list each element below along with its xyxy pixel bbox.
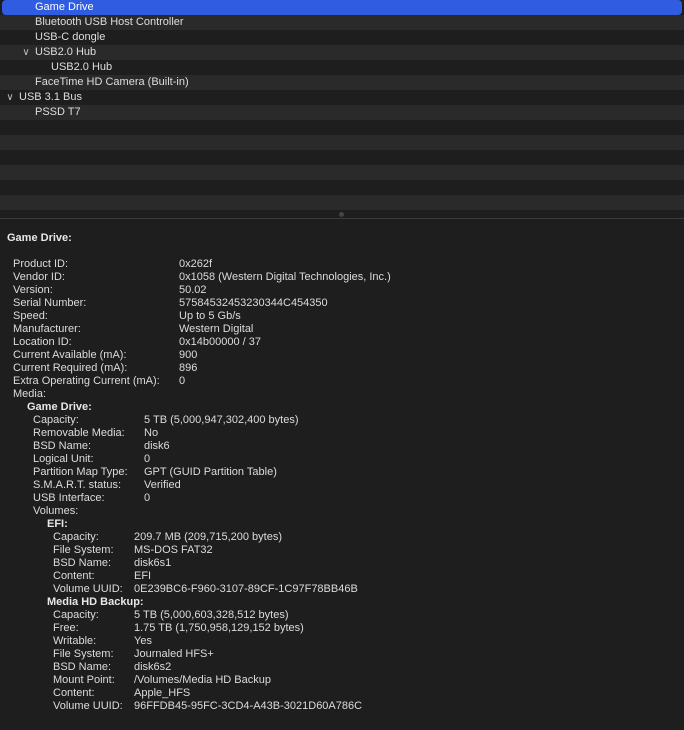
media-property-key: Capacity: bbox=[33, 414, 79, 426]
empty-tree-row bbox=[0, 150, 684, 165]
volume-property-key: BSD Name: bbox=[53, 557, 112, 569]
volume-property-key: BSD Name: bbox=[53, 661, 112, 673]
property-key: Speed: bbox=[13, 310, 48, 322]
media-property-key: S.M.A.R.T. status: bbox=[33, 479, 122, 491]
volume-property-value: Yes bbox=[134, 635, 152, 647]
media-property-key: Logical Unit: bbox=[33, 453, 94, 465]
volume-property-value: disk6s1 bbox=[134, 557, 172, 569]
tree-row[interactable] bbox=[2, 0, 682, 15]
property-value: 0x1058 (Western Digital Technologies, Inc.) bbox=[179, 271, 391, 283]
property-key: Current Available (mA): bbox=[13, 349, 127, 361]
media-property-value: Verified bbox=[144, 479, 181, 491]
device-detail-pane bbox=[0, 219, 684, 730]
empty-tree-row bbox=[0, 135, 684, 150]
tree-row-label: Game Drive bbox=[35, 1, 94, 13]
media-property-value: disk6 bbox=[144, 440, 170, 452]
property-value: 896 bbox=[179, 362, 198, 374]
volume-property-key: File System: bbox=[53, 648, 114, 660]
media-label: Media: bbox=[13, 388, 47, 400]
media-name: Game Drive: bbox=[27, 401, 92, 413]
volume-property-value: Apple_HFS bbox=[134, 687, 191, 699]
property-key: Product ID: bbox=[13, 258, 69, 270]
volume-property-value: Journaled HFS+ bbox=[134, 648, 214, 660]
tree-row-label: PSSD T7 bbox=[35, 106, 81, 118]
media-property-key: Removable Media: bbox=[33, 427, 125, 439]
volume-property-key: File System: bbox=[53, 544, 114, 556]
media-property-value: No bbox=[144, 427, 159, 439]
tree-row-label: USB-C dongle bbox=[35, 31, 106, 43]
empty-tree-row bbox=[0, 120, 684, 135]
chevron-down-icon[interactable]: ∨ bbox=[22, 47, 30, 58]
volume-property-key: Content: bbox=[53, 570, 95, 582]
property-value: 900 bbox=[179, 349, 198, 361]
property-key: Location ID: bbox=[13, 336, 72, 348]
tree-row-label: USB 3.1 Bus bbox=[19, 91, 82, 103]
media-property-key: USB Interface: bbox=[33, 492, 105, 504]
property-key: Version: bbox=[13, 284, 53, 296]
volume-property-key: Volume UUID: bbox=[53, 583, 123, 595]
volume-property-key: Capacity: bbox=[53, 531, 99, 543]
tree-row-label: USB2.0 Hub bbox=[51, 61, 113, 73]
empty-tree-row bbox=[0, 165, 684, 180]
chevron-down-icon[interactable]: ∨ bbox=[6, 92, 14, 103]
empty-tree-row bbox=[0, 180, 684, 195]
empty-tree-row bbox=[0, 195, 684, 210]
property-key: Serial Number: bbox=[13, 297, 87, 309]
media-property-value: 5 TB (5,000,947,302,400 bytes) bbox=[144, 414, 299, 426]
volume-name: EFI: bbox=[47, 518, 68, 530]
splitter-handle-icon[interactable] bbox=[339, 212, 344, 217]
property-key: Manufacturer: bbox=[13, 323, 81, 335]
tree-row[interactable] bbox=[0, 15, 684, 30]
property-value: 0x14b00000 / 37 bbox=[179, 336, 261, 348]
volume-property-value: disk6s2 bbox=[134, 661, 172, 673]
usb-device-tree[interactable] bbox=[0, 0, 684, 211]
volume-property-value: 0E239BC6-F960-3107-89CF-1C97F78BB46B bbox=[134, 583, 358, 595]
tree-row[interactable] bbox=[0, 30, 684, 45]
property-key: Vendor ID: bbox=[13, 271, 65, 283]
media-property-key: Partition Map Type: bbox=[33, 466, 128, 478]
tree-row[interactable] bbox=[0, 60, 684, 75]
media-property-value: 0 bbox=[144, 492, 151, 504]
property-value: 0x262f bbox=[179, 258, 213, 270]
property-key: Current Required (mA): bbox=[13, 362, 128, 374]
property-key: Extra Operating Current (mA): bbox=[13, 375, 160, 387]
volumes-label: Volumes: bbox=[33, 505, 79, 517]
volume-property-value: 1.75 TB (1,750,958,129,152 bytes) bbox=[134, 622, 304, 634]
property-value: Up to 5 Gb/s bbox=[179, 310, 241, 322]
media-property-value: GPT (GUID Partition Table) bbox=[144, 466, 277, 478]
tree-row[interactable] bbox=[0, 75, 684, 90]
volume-name: Media HD Backup: bbox=[47, 596, 144, 608]
volume-property-key: Volume UUID: bbox=[53, 700, 123, 712]
volume-property-value: EFI bbox=[134, 570, 152, 582]
volume-property-key: Writable: bbox=[53, 635, 97, 647]
property-value: 0 bbox=[179, 375, 186, 387]
tree-row-label: USB2.0 Hub bbox=[35, 46, 97, 58]
media-property-value: 0 bbox=[144, 453, 151, 465]
volume-property-value: 5 TB (5,000,603,328,512 bytes) bbox=[134, 609, 289, 621]
volume-property-key: Mount Point: bbox=[53, 674, 115, 686]
volume-property-value: /Volumes/Media HD Backup bbox=[134, 674, 271, 686]
tree-row[interactable] bbox=[0, 90, 684, 105]
media-property-key: BSD Name: bbox=[33, 440, 92, 452]
tree-row-label: Bluetooth USB Host Controller bbox=[35, 16, 184, 28]
volume-property-key: Capacity: bbox=[53, 609, 99, 621]
volume-property-key: Content: bbox=[53, 687, 95, 699]
volume-property-value: MS-DOS FAT32 bbox=[134, 544, 213, 556]
property-value: Western Digital bbox=[179, 323, 254, 335]
detail-title: Game Drive: bbox=[7, 232, 72, 244]
volume-property-value: 96FFDB45-95FC-3CD4-A43B-3021D60A786C bbox=[134, 700, 363, 712]
property-value: 57584532453230344C454350 bbox=[179, 297, 328, 309]
property-value: 50.02 bbox=[179, 284, 207, 296]
volume-property-value: 209.7 MB (209,715,200 bytes) bbox=[134, 531, 282, 543]
volume-property-key: Free: bbox=[53, 622, 79, 634]
tree-row[interactable] bbox=[0, 45, 684, 60]
tree-row[interactable] bbox=[0, 105, 684, 120]
tree-row-label: FaceTime HD Camera (Built-in) bbox=[35, 76, 189, 88]
pane-splitter[interactable] bbox=[0, 211, 684, 219]
